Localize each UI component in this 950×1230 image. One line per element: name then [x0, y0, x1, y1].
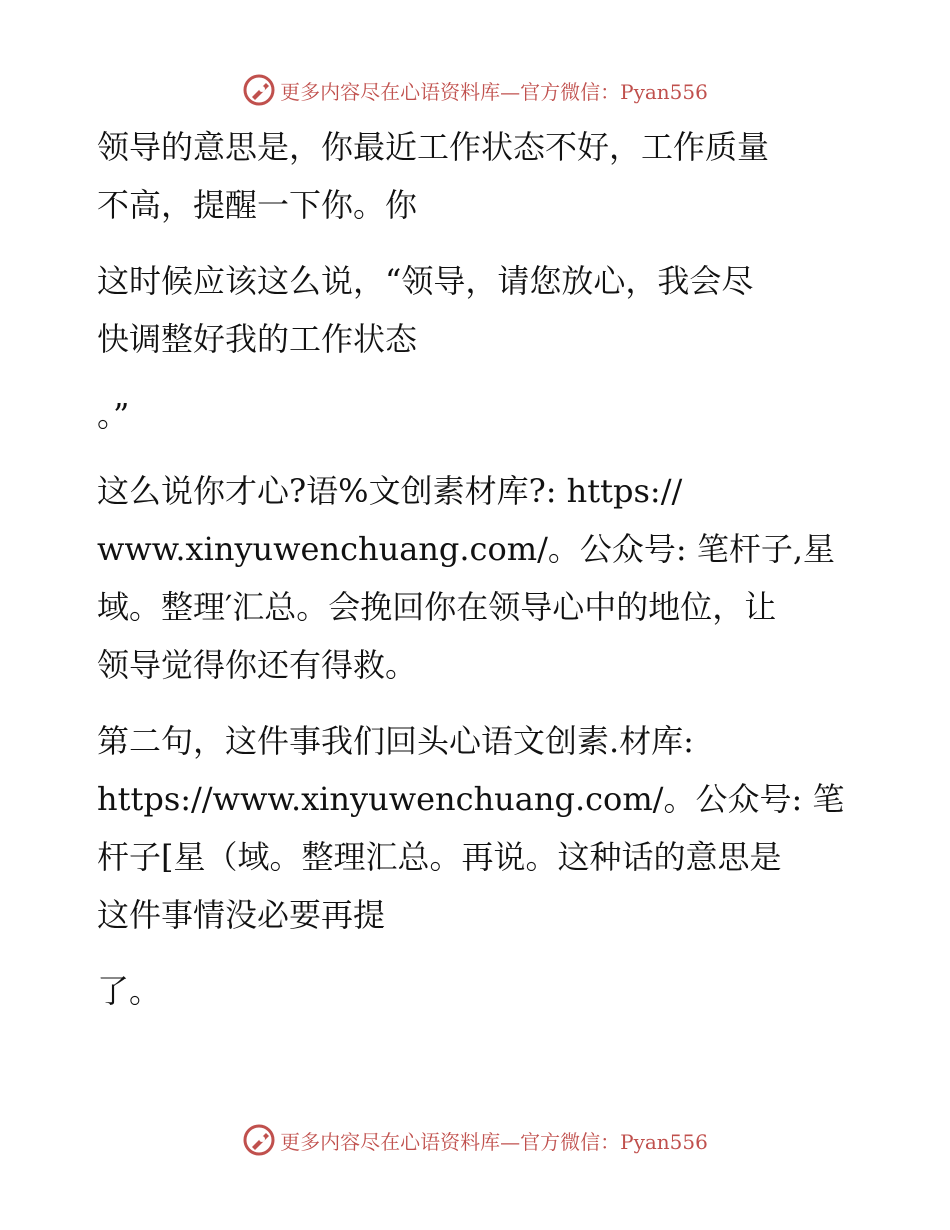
paragraph-line: 这时候应该这么说，“领导，请您放心，我会尽: [97, 262, 754, 300]
paragraph-2: [97, 252, 842, 368]
paragraph-line: 。”: [97, 396, 130, 434]
paragraph-line: www.xinyuwenchuang.com/。公众号: 笔杆子,星: [97, 530, 835, 568]
paragraph-line: 不高，提醒一下你。你: [97, 186, 418, 224]
paragraph-line: 域。整理′汇总。会挽回你在领导心中的地位，让: [97, 588, 777, 626]
footer-banner-text: 更多内容尽在心语资料库—官方微信：Pyan556: [280, 1129, 708, 1154]
paragraph-line: https://www.xinyuwenchuang.com/。公众号: 笔: [97, 780, 845, 818]
paragraph-line: 这件事情没必要再提: [97, 896, 386, 934]
paragraph-line: 这么说你才心?语%文创素材库?: https://: [97, 472, 683, 510]
paragraph-6: [97, 962, 842, 1020]
paragraph-line: 领导觉得你还有得救。: [97, 646, 418, 684]
footer-banner: [0, 1120, 950, 1160]
pen-circle-logo-icon: [242, 1123, 276, 1157]
paragraph-3: [97, 386, 842, 444]
paragraph-line: 了。: [97, 972, 162, 1010]
paragraph-line: 第二句，这件事我们回头心语文创素.材库:: [97, 722, 694, 760]
header-banner-text: 更多内容尽在心语资料库—官方微信：Pyan556: [280, 79, 708, 104]
paragraph-line: 快调整好我的工作状态: [97, 320, 418, 358]
document-body: [97, 118, 845, 1038]
paragraph-4: [97, 462, 842, 694]
header-banner: [0, 70, 950, 110]
paragraph-line: 领导的意思是，你最近工作状态不好，工作质量: [97, 128, 770, 166]
paragraph-5: [97, 712, 845, 944]
pen-circle-logo-icon: [242, 73, 276, 107]
paragraph-1: [97, 118, 842, 234]
paragraph-line: 杆子[星（域。整理汇总。再说。这种话的意思是: [97, 838, 782, 876]
